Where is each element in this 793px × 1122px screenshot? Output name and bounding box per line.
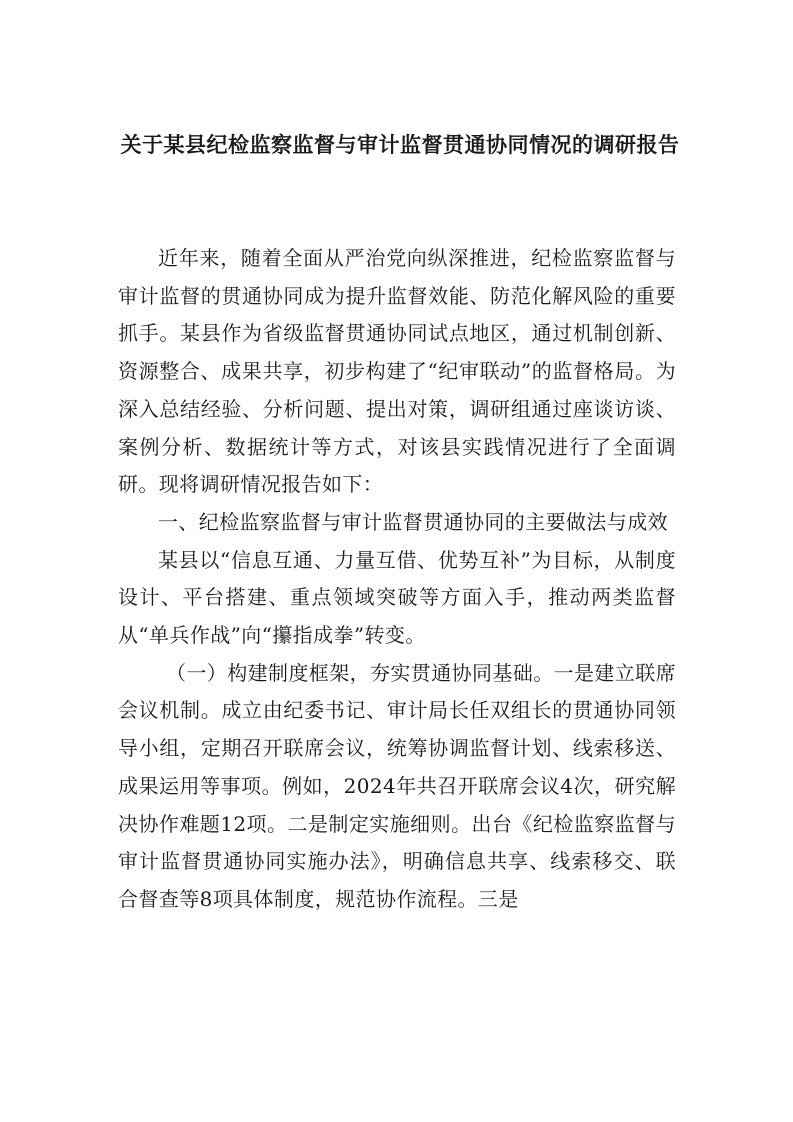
document-title: 关于某县纪检监察监督与审计监督贯通协同情况的调研报告 (120, 132, 680, 157)
section-heading-1: 一、纪检监察监督与审计监督贯通协同的主要做法与成效 (158, 509, 668, 534)
paragraph-section-1-overview: 某县以“信息互通、力量互借、优势互补”为目标，从制度设计、平台搭建、重点领域突破等方面入手，推动两类监督从“单兵作战”向“攥指成拳”转变。 (118, 547, 676, 648)
document-body (118, 240, 676, 919)
paragraph-subsection-1: （一）构建制度框架，夯实贯通协同基础。一是建立联席会议机制。成立由纪委书记、审计局长任双组长的贯通协同领导小组，定期召开联席会议，统筹协调监督计划、线索移送、成果运用等事项。例如，2024年共召开联席会议4次，研究解决协作难题12项。二是制定实施细则。出台《纪检监察监督与审计监督贯通协同实施办法》，明确信息共享、线索移交、联合督查等8项具体制度，规范协作流程。三是 (118, 660, 676, 911)
paragraph-intro: 近年来，随着全面从严治党向纵深推进，纪检监察监督与审计监督的贯通协同成为提升监督效能、防范化解风险的重要抓手。某县作为省级监督贯通协同试点地区，通过机制创新、资源整合、成果共享，初步构建了“纪审联动”的监督格局。为深入总结经验、分析问题、提出对策，调研组通过座谈访谈、案例分析、数据统计等方式，对该县实践情况进行了全面调研。现将调研情况报告如下： (118, 246, 676, 497)
